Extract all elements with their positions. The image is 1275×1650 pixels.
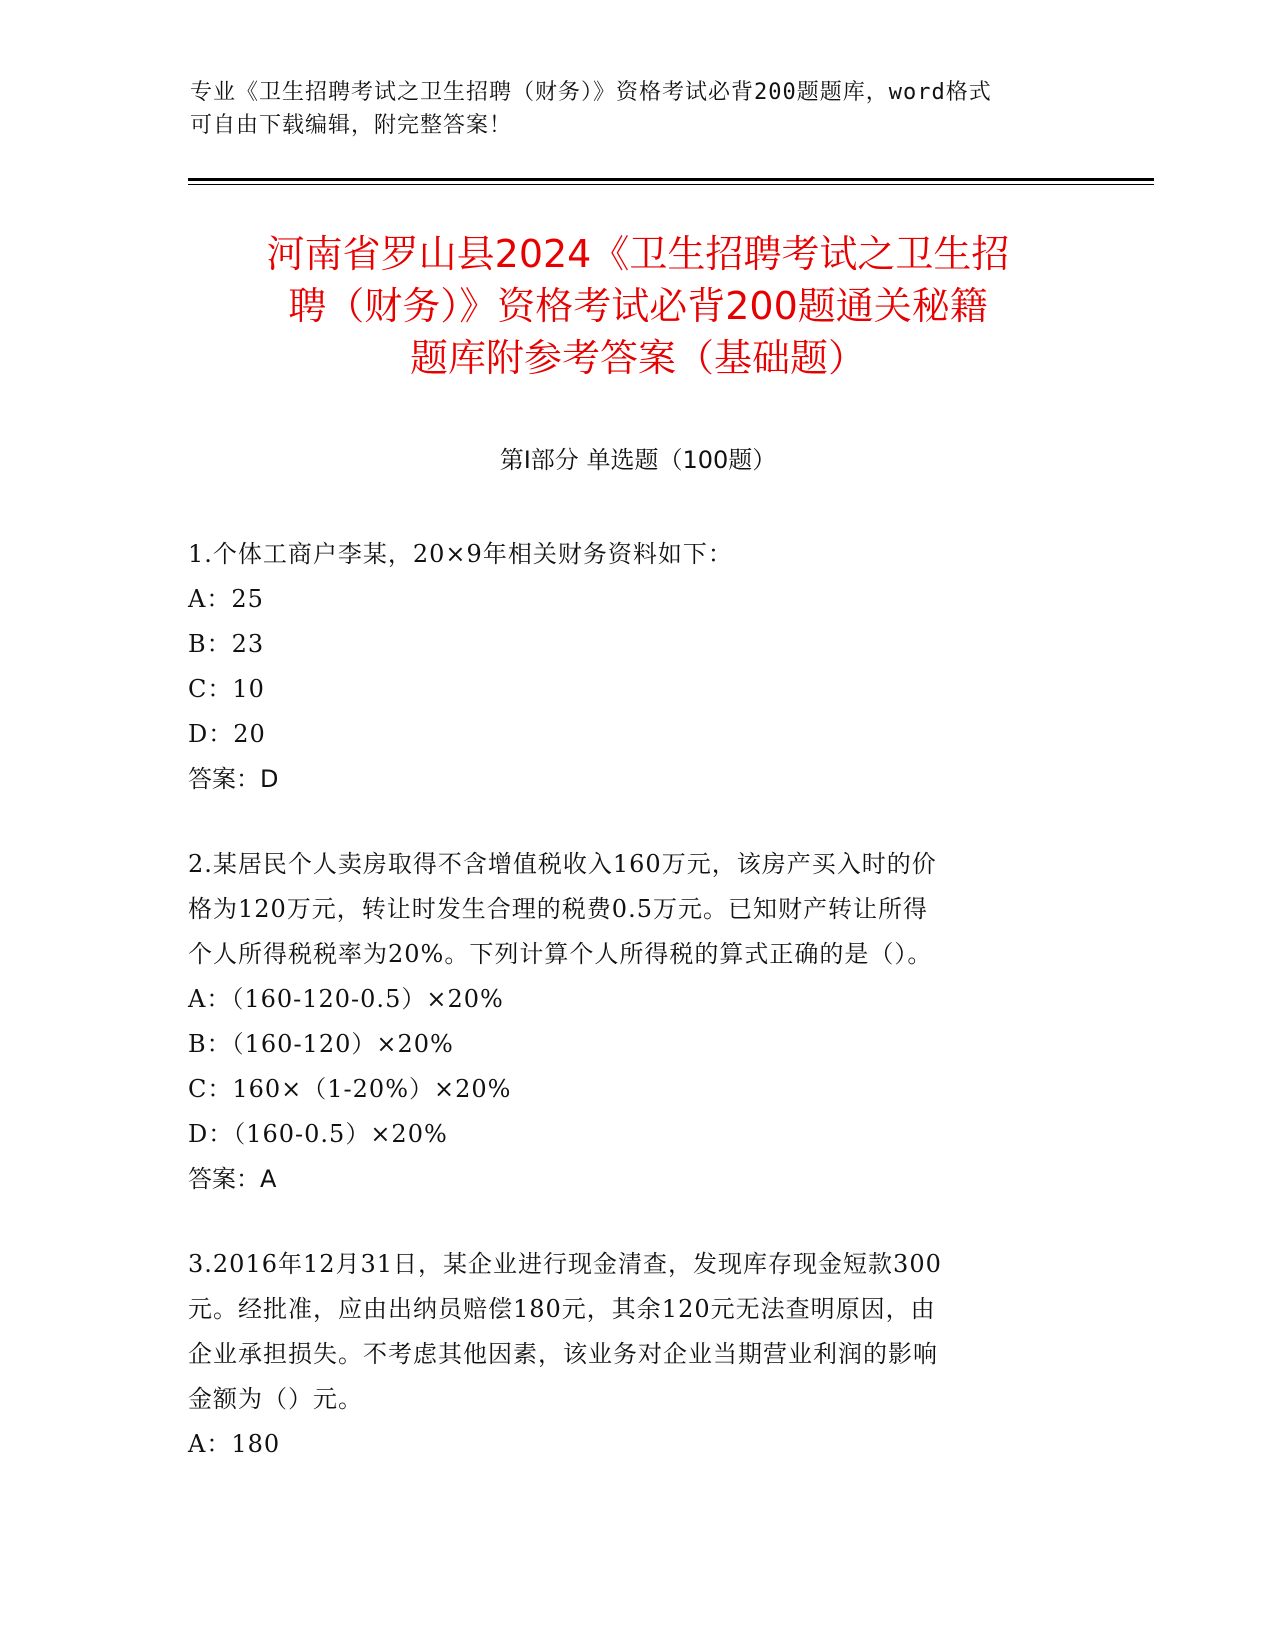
question-stem-line: 格为120万元，转让时发生合理的税费0.5万元。已知财产转让所得: [188, 895, 928, 923]
option-d: D：（160-0.5）×20%: [188, 1120, 448, 1148]
question-stem-line: 个人所得税税率为20%。下列计算个人所得税的算式正确的是（）。: [188, 940, 933, 968]
question-item: [188, 842, 1068, 1202]
question-stem-line: 3.2016年12月31日，某企业进行现金清查，发现库存现金短款300: [188, 1250, 942, 1278]
header-note-line: 可自由下载编辑，附完整答案！: [190, 113, 513, 138]
answer-key: 答案：D: [188, 765, 279, 793]
title-line: 河南省罗山县2024《卫生招聘考试之卫生招: [266, 232, 1010, 276]
question-list: [188, 532, 1068, 1507]
question-item: [188, 1242, 1068, 1467]
question-stem-line: 企业承担损失。不考虑其他因素，该业务对企业当期营业利润的影响: [188, 1340, 938, 1368]
document-title: [188, 228, 1088, 384]
option-b: B：（160-120）×20%: [188, 1030, 454, 1058]
option-a: A：25: [188, 585, 264, 613]
option-b: B：23: [188, 630, 265, 658]
option-a: A：180: [188, 1430, 281, 1458]
option-c: C：10: [188, 675, 265, 703]
option-a: A：（160-120-0.5）×20%: [188, 985, 504, 1013]
question-stem-line: 1.个体工商户李某，20×9年相关财务资料如下：: [188, 540, 733, 568]
header-divider-thin: [188, 184, 1154, 185]
question-item: [188, 532, 1068, 802]
question-stem-line: 金额为（）元。: [188, 1385, 363, 1413]
header-divider-thick: [188, 178, 1154, 181]
option-d: D：20: [188, 720, 266, 748]
header-note: [190, 76, 1070, 142]
title-line: 题库附参考答案（基础题）: [409, 336, 866, 380]
question-stem-line: 2.某居民个人卖房取得不含增值税收入160万元，该房产买入时的价: [188, 850, 937, 878]
section-heading: 第Ⅰ部分 单选题（100题）: [499, 446, 777, 474]
option-c: C：160×（1-20%）×20%: [188, 1075, 512, 1103]
question-stem-line: 元。经批准，应由出纳员赔偿180元，其余120元无法查明原因，由: [188, 1295, 936, 1323]
title-line: 聘（财务）》资格考试必背200题通关秘籍: [288, 284, 988, 328]
answer-key: 答案：A: [188, 1165, 277, 1193]
header-note-line: 专业《卫生招聘考试之卫生招聘（财务）》资格考试必背200题题库，word格式: [190, 80, 992, 105]
